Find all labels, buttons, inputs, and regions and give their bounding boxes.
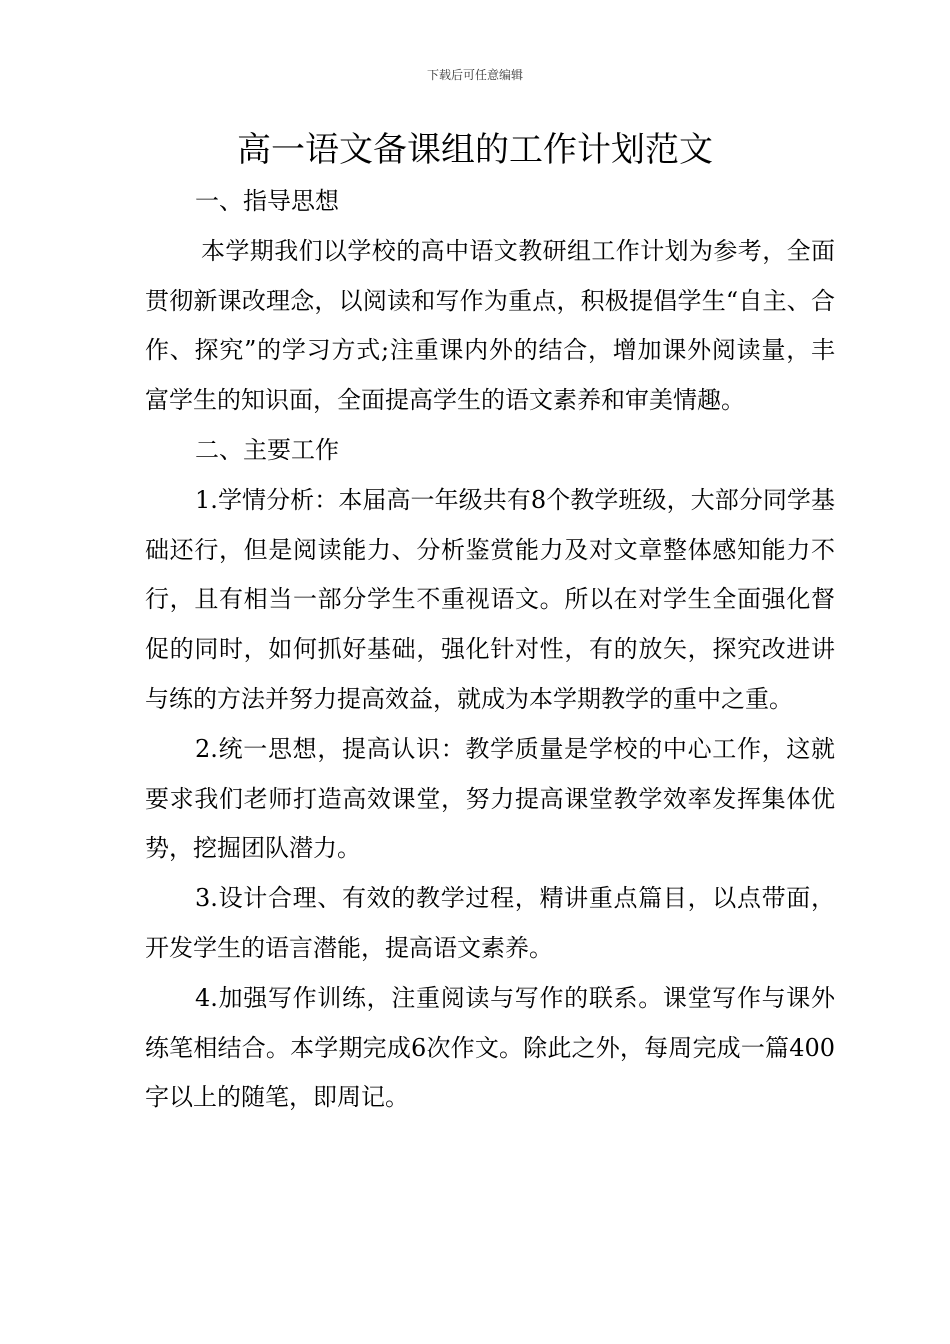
paragraph-item-4: 4.加强写作训练，注重阅读与写作的联系。课堂写作与课外练笔相结合。本学期完成6次作文。除此之外，每周完成一篇400字以上的随笔，即周记。: [145, 983, 835, 1112]
section-heading-guiding: 一、指导思想: [195, 187, 339, 215]
paragraph-item-2: 2.统一思想，提高认识：教学质量是学校的中心工作，这就要求我们老师打造高效课堂，努力提高课堂教学效率发挥集体优势，挖掘团队潜力。: [145, 734, 835, 863]
paragraph-item-1: 1.学情分析：本届高一年级共有8个教学班级，大部分同学基础还行，但是阅读能力、分析鉴赏能力及对文章整体感知能力不行，且有相当一部分学生不重视语文。所以在对学生全面强化督促的同时，如何抓好基础，强化针对性，有的放矢，探究改进讲与练的方法并努力提高效益，就成为本学期教学的重中之重。: [145, 485, 835, 713]
paragraph-guiding: 本学期我们以学校的高中语文教研组工作计划为参考，全面贯彻新课改理念，以阅读和写作为重点，积极提倡学生“自主、合作、探究”的学习方式;注重课内外的结合，增加课外阅读量，丰富学生的知识面，全面提高学生的语文素养和审美情趣。: [145, 236, 835, 415]
page-header-note: 下载后可任意编辑: [426, 68, 523, 82]
paragraph-item-3: 3.设计合理、有效的教学过程，精讲重点篇目，以点带面，开发学生的语言潜能，提高语文素养。: [145, 884, 835, 962]
document-body: [145, 177, 835, 1123]
document-title: 高一语文备课组的工作计划范文: [237, 130, 713, 170]
section-heading-main-work: 二、主要工作: [195, 435, 339, 464]
